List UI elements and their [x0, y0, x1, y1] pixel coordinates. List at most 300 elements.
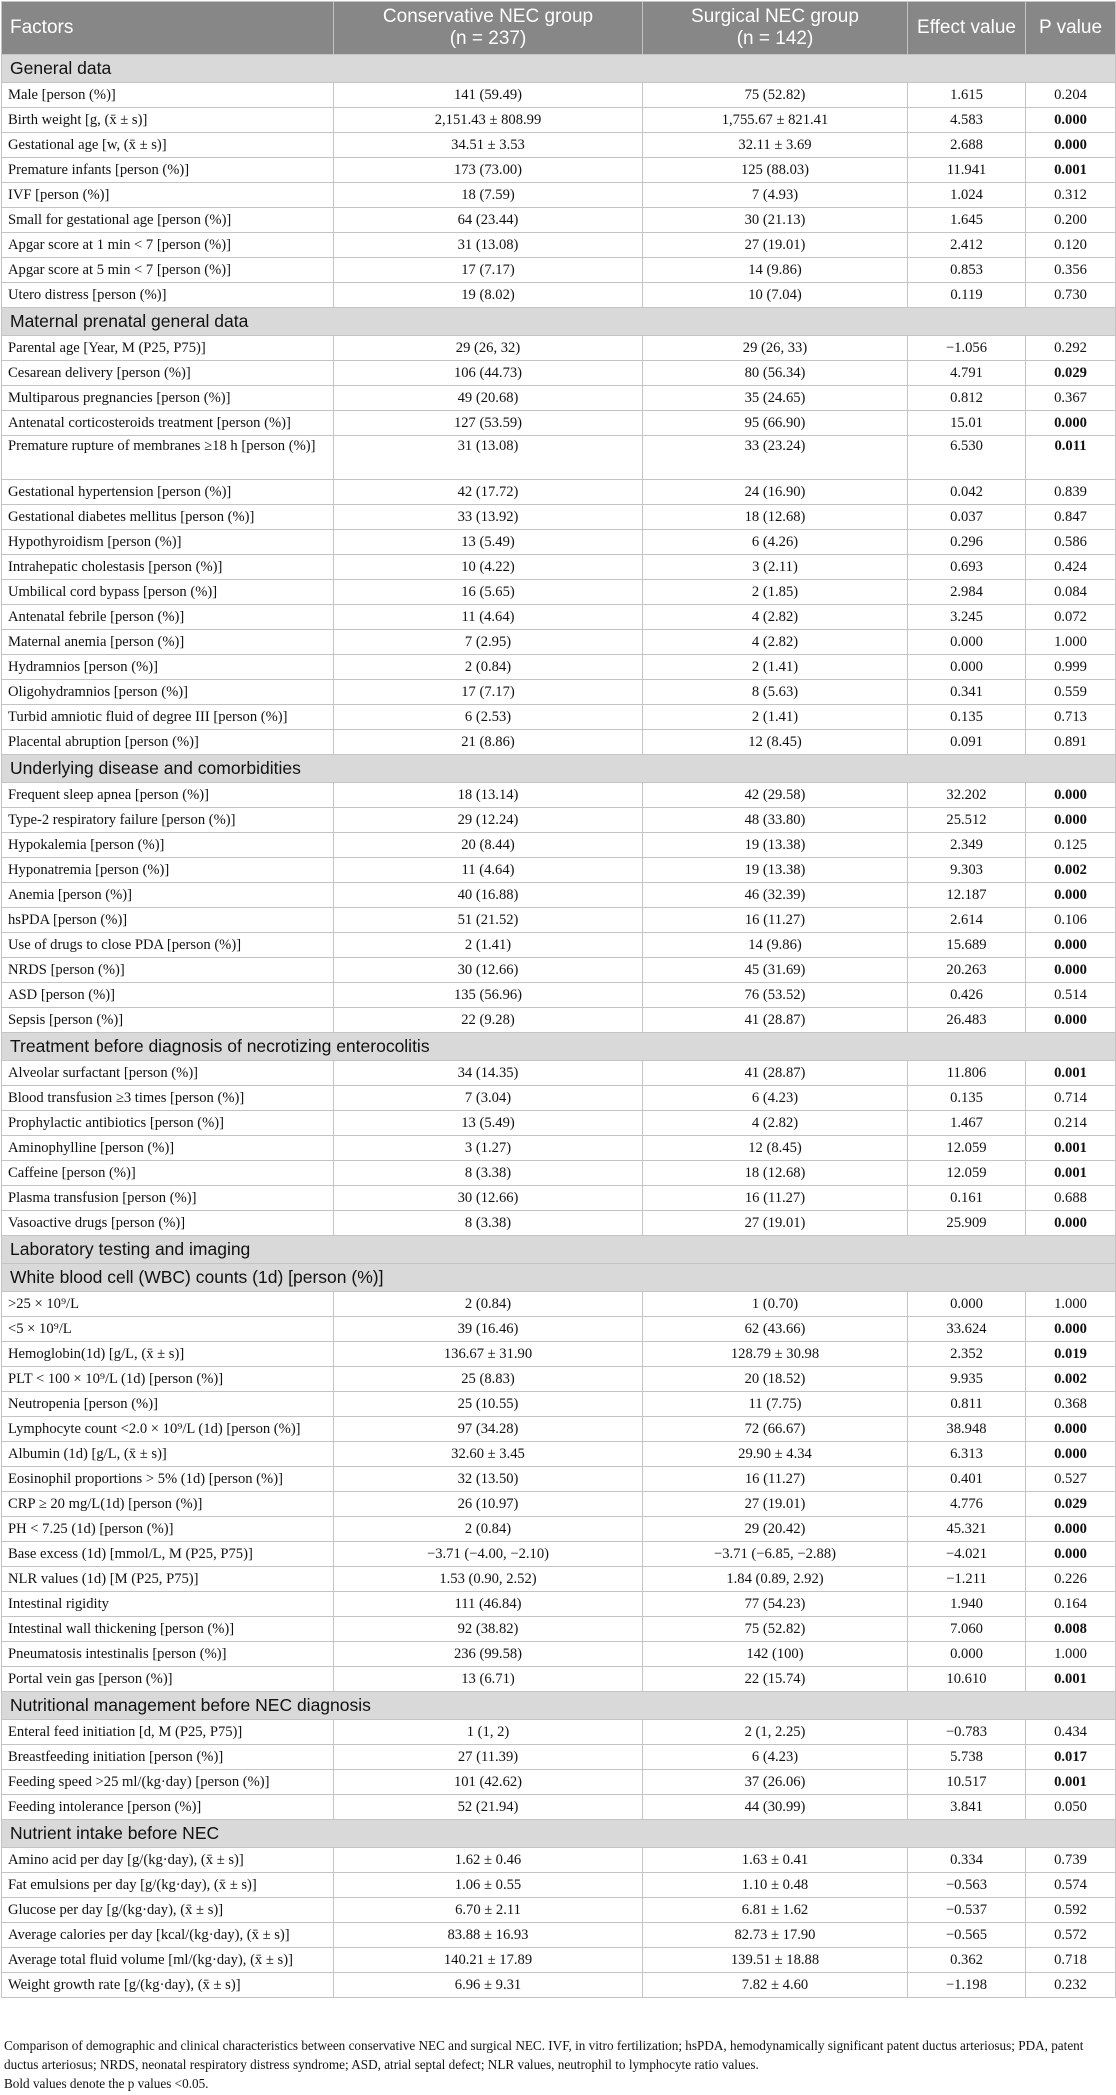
- factor-cell: Hemoglobin(1d) [g/L, (x̄ ± s)]: [2, 1342, 334, 1367]
- factor-cell: Cesarean delivery [person (%)]: [2, 361, 334, 386]
- effect-cell: 12.059: [908, 1161, 1026, 1186]
- surgical-cell: 16 (11.27): [643, 1467, 908, 1492]
- surgical-cell: 6 (4.23): [643, 1745, 908, 1770]
- table-row: [2, 1292, 1116, 1317]
- table-row: [2, 1211, 1116, 1236]
- effect-cell: 6.313: [908, 1442, 1026, 1467]
- conservative-cell: 13 (6.71): [334, 1667, 643, 1692]
- surgical-cell: 37 (26.06): [643, 1770, 908, 1795]
- p-value-cell: 1.000: [1026, 630, 1116, 655]
- section-title: Nutrient intake before NEC: [2, 1820, 1116, 1848]
- table-row: [2, 983, 1116, 1008]
- table-row: [2, 605, 1116, 630]
- conservative-cell: 25 (10.55): [334, 1392, 643, 1417]
- table-row: [2, 1417, 1116, 1442]
- section-row: [2, 1033, 1116, 1061]
- surgical-cell: 44 (30.99): [643, 1795, 908, 1820]
- factor-cell: Apgar score at 5 min < 7 [person (%)]: [2, 258, 334, 283]
- header-p-value: P value: [1026, 2, 1116, 55]
- header-surgical: Surgical NEC group (n = 142): [643, 2, 908, 55]
- header-conservative-n: (n = 237): [449, 28, 527, 49]
- effect-cell: 25.512: [908, 808, 1026, 833]
- surgical-cell: 6 (4.26): [643, 530, 908, 555]
- table-row: [2, 1467, 1116, 1492]
- factor-cell: Portal vein gas [person (%)]: [2, 1667, 334, 1692]
- p-value-cell: 0.688: [1026, 1186, 1116, 1211]
- surgical-cell: 35 (24.65): [643, 386, 908, 411]
- effect-cell: 10.610: [908, 1667, 1026, 1692]
- table-row: [2, 411, 1116, 436]
- effect-cell: −0.563: [908, 1873, 1026, 1898]
- conservative-cell: 3 (1.27): [334, 1136, 643, 1161]
- factor-cell: Placental abruption [person (%)]: [2, 730, 334, 755]
- factor-cell: Parental age [Year, M (P25, P75)]: [2, 336, 334, 361]
- table-row: [2, 883, 1116, 908]
- conservative-cell: 1.62 ± 0.46: [334, 1848, 643, 1873]
- p-value-cell: 0.050: [1026, 1795, 1116, 1820]
- table-row: [2, 1442, 1116, 1467]
- effect-cell: 25.909: [908, 1211, 1026, 1236]
- effect-cell: 9.303: [908, 858, 1026, 883]
- conservative-cell: 64 (23.44): [334, 208, 643, 233]
- conservative-cell: 141 (59.49): [334, 83, 643, 108]
- table-row: [2, 1186, 1116, 1211]
- factor-cell: Antenatal febrile [person (%)]: [2, 605, 334, 630]
- effect-cell: 6.530: [908, 436, 1026, 480]
- effect-cell: 0.811: [908, 1392, 1026, 1417]
- p-value-cell: 0.001: [1026, 1061, 1116, 1086]
- effect-cell: 7.060: [908, 1617, 1026, 1642]
- effect-cell: 0.135: [908, 705, 1026, 730]
- surgical-cell: 4 (2.82): [643, 630, 908, 655]
- table-row: [2, 1161, 1116, 1186]
- factor-cell: Use of drugs to close PDA [person (%)]: [2, 933, 334, 958]
- conservative-cell: 136.67 ± 31.90: [334, 1342, 643, 1367]
- factor-cell: Average calories per day [kcal/(kg·day), (x̄ ± s)]: [2, 1923, 334, 1948]
- effect-cell: 15.01: [908, 411, 1026, 436]
- p-value-cell: 0.084: [1026, 580, 1116, 605]
- surgical-cell: 4 (2.82): [643, 605, 908, 630]
- conservative-cell: 2 (0.84): [334, 655, 643, 680]
- conservative-cell: 92 (38.82): [334, 1617, 643, 1642]
- conservative-cell: 106 (44.73): [334, 361, 643, 386]
- surgical-cell: 19 (13.38): [643, 858, 908, 883]
- surgical-cell: 42 (29.58): [643, 783, 908, 808]
- table-row: [2, 158, 1116, 183]
- p-value-cell: 0.226: [1026, 1567, 1116, 1592]
- conservative-cell: 49 (20.68): [334, 386, 643, 411]
- effect-cell: 33.624: [908, 1317, 1026, 1342]
- effect-cell: 2.352: [908, 1342, 1026, 1367]
- table-row: [2, 580, 1116, 605]
- conservative-cell: 13 (5.49): [334, 530, 643, 555]
- factor-cell: Glucose per day [g/(kg·day), (x̄ ± s)]: [2, 1898, 334, 1923]
- table-row: [2, 933, 1116, 958]
- conservative-cell: 29 (12.24): [334, 808, 643, 833]
- conservative-cell: 32.60 ± 3.45: [334, 1442, 643, 1467]
- effect-cell: 0.000: [908, 655, 1026, 680]
- factor-cell: PLT < 100 × 10⁹/L (1d) [person (%)]: [2, 1367, 334, 1392]
- conservative-cell: 11 (4.64): [334, 858, 643, 883]
- table-row: [2, 1061, 1116, 1086]
- factor-cell: Base excess (1d) [mmol/L, M (P25, P75)]: [2, 1542, 334, 1567]
- surgical-cell: 24 (16.90): [643, 480, 908, 505]
- factor-cell: Albumin (1d) [g/L, (x̄ ± s)]: [2, 1442, 334, 1467]
- p-value-cell: 0.001: [1026, 1136, 1116, 1161]
- effect-cell: 10.517: [908, 1770, 1026, 1795]
- conservative-cell: 40 (16.88): [334, 883, 643, 908]
- surgical-cell: 33 (23.24): [643, 436, 908, 480]
- effect-cell: 2.349: [908, 833, 1026, 858]
- surgical-cell: 7 (4.93): [643, 183, 908, 208]
- p-value-cell: 0.001: [1026, 158, 1116, 183]
- table-row: [2, 530, 1116, 555]
- p-value-cell: 0.000: [1026, 1317, 1116, 1342]
- p-value-cell: 1.000: [1026, 1642, 1116, 1667]
- effect-cell: 0.334: [908, 1848, 1026, 1873]
- footnote-abbreviations: Comparison of demographic and clinical characteristics between conservative NEC and surgical NEC. IVF, in vitro fertilization; hsPDA, hemodynamically significant patent ductus arteriosus; PDA, patent ductus arteriosus; NRDS, neonatal respiratory distress syndrome; ASD, atrial septal defect; NLR values, neutrophil to lymphocyte ratio values.: [4, 2038, 1084, 2072]
- factor-cell: Weight growth rate [g/(kg·day), (x̄ ± s)]: [2, 1973, 334, 1998]
- table-row: [2, 1617, 1116, 1642]
- table-row: [2, 1923, 1116, 1948]
- table-row: [2, 1592, 1116, 1617]
- surgical-cell: 27 (19.01): [643, 233, 908, 258]
- factor-cell: hsPDA [person (%)]: [2, 908, 334, 933]
- table-row: [2, 858, 1116, 883]
- factor-cell: Intestinal rigidity: [2, 1592, 334, 1617]
- conservative-cell: 6.70 ± 2.11: [334, 1898, 643, 1923]
- p-value-cell: 0.356: [1026, 258, 1116, 283]
- surgical-cell: 32.11 ± 3.69: [643, 133, 908, 158]
- section-title: White blood cell (WBC) counts (1d) [person (%)]: [2, 1264, 1116, 1292]
- effect-cell: 4.583: [908, 108, 1026, 133]
- table-row: [2, 1367, 1116, 1392]
- header-effect: Effect value: [908, 2, 1026, 55]
- table-row: [2, 1392, 1116, 1417]
- surgical-cell: 7.82 ± 4.60: [643, 1973, 908, 1998]
- factor-cell: Gestational hypertension [person (%)]: [2, 480, 334, 505]
- factor-cell: Neutropenia [person (%)]: [2, 1392, 334, 1417]
- surgical-cell: 16 (11.27): [643, 1186, 908, 1211]
- table-row: [2, 808, 1116, 833]
- p-value-cell: 0.574: [1026, 1873, 1116, 1898]
- effect-cell: 11.806: [908, 1061, 1026, 1086]
- surgical-cell: 27 (19.01): [643, 1211, 908, 1236]
- effect-cell: 2.984: [908, 580, 1026, 605]
- surgical-cell: 6.81 ± 1.62: [643, 1898, 908, 1923]
- conservative-cell: 22 (9.28): [334, 1008, 643, 1033]
- table-row: [2, 1342, 1116, 1367]
- surgical-cell: 27 (19.01): [643, 1492, 908, 1517]
- section-row: [2, 1692, 1116, 1720]
- conservative-cell: 8 (3.38): [334, 1211, 643, 1236]
- effect-cell: 26.483: [908, 1008, 1026, 1033]
- surgical-cell: 10 (7.04): [643, 283, 908, 308]
- factor-cell: ASD [person (%)]: [2, 983, 334, 1008]
- surgical-cell: 4 (2.82): [643, 1111, 908, 1136]
- table-row: [2, 1848, 1116, 1873]
- conservative-cell: 173 (73.00): [334, 158, 643, 183]
- p-value-cell: 0.739: [1026, 1848, 1116, 1873]
- effect-cell: −0.537: [908, 1898, 1026, 1923]
- conservative-cell: 30 (12.66): [334, 1186, 643, 1211]
- p-value-cell: 0.017: [1026, 1745, 1116, 1770]
- effect-cell: 5.738: [908, 1745, 1026, 1770]
- effect-cell: 3.841: [908, 1795, 1026, 1820]
- p-value-cell: 0.367: [1026, 386, 1116, 411]
- effect-cell: 0.135: [908, 1086, 1026, 1111]
- conservative-cell: 39 (16.46): [334, 1317, 643, 1342]
- p-value-cell: 0.000: [1026, 1008, 1116, 1033]
- conservative-cell: 27 (11.39): [334, 1745, 643, 1770]
- table-row: [2, 1008, 1116, 1033]
- factor-cell: <5 × 10⁹/L: [2, 1317, 334, 1342]
- effect-cell: 2.412: [908, 233, 1026, 258]
- factor-cell: Multiparous pregnancies [person (%)]: [2, 386, 334, 411]
- section-row: [2, 1236, 1116, 1264]
- section-title: General data: [2, 55, 1116, 83]
- table-row: [2, 783, 1116, 808]
- conservative-cell: −3.71 (−4.00, −2.10): [334, 1542, 643, 1567]
- factor-cell: Amino acid per day [g/(kg·day), (x̄ ± s)]: [2, 1848, 334, 1873]
- factor-cell: Birth weight [g, (x̄ ± s)]: [2, 108, 334, 133]
- table-row: [2, 730, 1116, 755]
- surgical-cell: 72 (66.67): [643, 1417, 908, 1442]
- surgical-cell: 75 (52.82): [643, 83, 908, 108]
- p-value-cell: 0.999: [1026, 655, 1116, 680]
- section-row: [2, 308, 1116, 336]
- factor-cell: Breastfeeding initiation [person (%)]: [2, 1745, 334, 1770]
- effect-cell: 0.812: [908, 386, 1026, 411]
- conservative-cell: 18 (13.14): [334, 783, 643, 808]
- table-row: [2, 705, 1116, 730]
- conservative-cell: 236 (99.58): [334, 1642, 643, 1667]
- conservative-cell: 7 (2.95): [334, 630, 643, 655]
- table-row: [2, 283, 1116, 308]
- table-row: [2, 680, 1116, 705]
- conservative-cell: 2 (0.84): [334, 1517, 643, 1542]
- table-row: [2, 386, 1116, 411]
- p-value-cell: 0.000: [1026, 108, 1116, 133]
- effect-cell: −1.211: [908, 1567, 1026, 1592]
- conservative-cell: 17 (7.17): [334, 680, 643, 705]
- p-value-cell: 0.718: [1026, 1948, 1116, 1973]
- p-value-cell: 0.891: [1026, 730, 1116, 755]
- p-value-cell: 0.592: [1026, 1898, 1116, 1923]
- p-value-cell: 0.000: [1026, 958, 1116, 983]
- surgical-cell: 19 (13.38): [643, 833, 908, 858]
- footnote-bold-note: Bold values denote the p values <0.05.: [4, 2076, 209, 2091]
- factor-cell: Anemia [person (%)]: [2, 883, 334, 908]
- effect-cell: 20.263: [908, 958, 1026, 983]
- table-row: [2, 436, 1116, 480]
- surgical-cell: 29.90 ± 4.34: [643, 1442, 908, 1467]
- table-row: [2, 1973, 1116, 1998]
- surgical-cell: 1,755.67 ± 821.41: [643, 108, 908, 133]
- surgical-cell: 95 (66.90): [643, 411, 908, 436]
- surgical-cell: 30 (21.13): [643, 208, 908, 233]
- factor-cell: Maternal anemia [person (%)]: [2, 630, 334, 655]
- effect-cell: 11.941: [908, 158, 1026, 183]
- conservative-cell: 2 (0.84): [334, 1292, 643, 1317]
- p-value-cell: 0.200: [1026, 208, 1116, 233]
- conservative-cell: 32 (13.50): [334, 1467, 643, 1492]
- p-value-cell: 0.000: [1026, 883, 1116, 908]
- conservative-cell: 31 (13.08): [334, 233, 643, 258]
- factor-cell: Intestinal wall thickening [person (%)]: [2, 1617, 334, 1642]
- p-value-cell: 0.019: [1026, 1342, 1116, 1367]
- conservative-cell: 31 (13.08): [334, 436, 643, 480]
- table-footnotes: [4, 2036, 1112, 2093]
- surgical-cell: 6 (4.23): [643, 1086, 908, 1111]
- factor-cell: Utero distress [person (%)]: [2, 283, 334, 308]
- factor-cell: Premature infants [person (%)]: [2, 158, 334, 183]
- p-value-cell: 0.164: [1026, 1592, 1116, 1617]
- factor-cell: Frequent sleep apnea [person (%)]: [2, 783, 334, 808]
- p-value-cell: 0.000: [1026, 133, 1116, 158]
- table-row: [2, 1111, 1116, 1136]
- factor-cell: Hypokalemia [person (%)]: [2, 833, 334, 858]
- factor-cell: Type-2 respiratory failure [person (%)]: [2, 808, 334, 833]
- effect-cell: −1.056: [908, 336, 1026, 361]
- factor-cell: Premature rupture of membranes ≥18 h [person (%)]: [2, 436, 334, 480]
- p-value-cell: 0.000: [1026, 808, 1116, 833]
- p-value-cell: 0.008: [1026, 1617, 1116, 1642]
- table-row: [2, 183, 1116, 208]
- p-value-cell: 0.029: [1026, 1492, 1116, 1517]
- conservative-cell: 140.21 ± 17.89: [334, 1948, 643, 1973]
- effect-cell: 45.321: [908, 1517, 1026, 1542]
- factor-cell: Aminophylline [person (%)]: [2, 1136, 334, 1161]
- p-value-cell: 0.001: [1026, 1667, 1116, 1692]
- effect-cell: 1.615: [908, 83, 1026, 108]
- p-value-cell: 0.072: [1026, 605, 1116, 630]
- surgical-cell: 14 (9.86): [643, 933, 908, 958]
- surgical-cell: 18 (12.68): [643, 505, 908, 530]
- effect-cell: 0.341: [908, 680, 1026, 705]
- surgical-cell: 45 (31.69): [643, 958, 908, 983]
- p-value-cell: 0.839: [1026, 480, 1116, 505]
- factor-cell: Umbilical cord bypass [person (%)]: [2, 580, 334, 605]
- table-row: [2, 630, 1116, 655]
- conservative-cell: 1.53 (0.90, 2.52): [334, 1567, 643, 1592]
- surgical-cell: 46 (32.39): [643, 883, 908, 908]
- factor-cell: Hypothyroidism [person (%)]: [2, 530, 334, 555]
- p-value-cell: 0.029: [1026, 361, 1116, 386]
- surgical-cell: 1 (0.70): [643, 1292, 908, 1317]
- surgical-cell: 1.63 ± 0.41: [643, 1848, 908, 1873]
- p-value-cell: 0.232: [1026, 1973, 1116, 1998]
- effect-cell: −4.021: [908, 1542, 1026, 1567]
- table-row: [2, 1948, 1116, 1973]
- table-row: [2, 1567, 1116, 1592]
- effect-cell: 0.296: [908, 530, 1026, 555]
- conservative-cell: 20 (8.44): [334, 833, 643, 858]
- effect-cell: 12.187: [908, 883, 1026, 908]
- surgical-cell: 1.84 (0.89, 2.92): [643, 1567, 908, 1592]
- p-value-cell: 0.011: [1026, 436, 1116, 480]
- effect-cell: 0.000: [908, 630, 1026, 655]
- conservative-cell: 1 (1, 2): [334, 1720, 643, 1745]
- factor-cell: Prophylactic antibiotics [person (%)]: [2, 1111, 334, 1136]
- section-row: [2, 1264, 1116, 1292]
- factor-cell: Fat emulsions per day [g/(kg·day), (x̄ ± s)]: [2, 1873, 334, 1898]
- surgical-cell: 48 (33.80): [643, 808, 908, 833]
- table-row: [2, 1317, 1116, 1342]
- header-factors: Factors: [2, 2, 334, 55]
- table-row: [2, 1770, 1116, 1795]
- surgical-cell: 18 (12.68): [643, 1161, 908, 1186]
- effect-cell: 0.091: [908, 730, 1026, 755]
- effect-cell: 0.161: [908, 1186, 1026, 1211]
- effect-cell: −0.565: [908, 1923, 1026, 1948]
- p-value-cell: 0.000: [1026, 1542, 1116, 1567]
- table-row: [2, 1898, 1116, 1923]
- p-value-cell: 0.000: [1026, 1211, 1116, 1236]
- table-row: [2, 555, 1116, 580]
- effect-cell: 3.245: [908, 605, 1026, 630]
- effect-cell: 0.119: [908, 283, 1026, 308]
- surgical-cell: 2 (1.41): [643, 655, 908, 680]
- surgical-cell: 11 (7.75): [643, 1392, 908, 1417]
- effect-cell: 0.426: [908, 983, 1026, 1008]
- factor-cell: >25 × 10⁹/L: [2, 1292, 334, 1317]
- table-row: [2, 505, 1116, 530]
- effect-cell: 4.791: [908, 361, 1026, 386]
- factor-cell: Lymphocyte count <2.0 × 10⁹/L (1d) [person (%)]: [2, 1417, 334, 1442]
- p-value-cell: 0.312: [1026, 183, 1116, 208]
- p-value-cell: 0.559: [1026, 680, 1116, 705]
- effect-cell: 32.202: [908, 783, 1026, 808]
- p-value-cell: 0.106: [1026, 908, 1116, 933]
- surgical-cell: 76 (53.52): [643, 983, 908, 1008]
- table-row: [2, 1873, 1116, 1898]
- p-value-cell: 1.000: [1026, 1292, 1116, 1317]
- table-body: [2, 55, 1116, 1998]
- effect-cell: 0.042: [908, 480, 1026, 505]
- surgical-cell: 41 (28.87): [643, 1061, 908, 1086]
- effect-cell: 1.024: [908, 183, 1026, 208]
- factor-cell: Turbid amniotic fluid of degree III [person (%)]: [2, 705, 334, 730]
- section-title: Laboratory testing and imaging: [2, 1236, 1116, 1264]
- factor-cell: PH < 7.25 (1d) [person (%)]: [2, 1517, 334, 1542]
- p-value-cell: 0.514: [1026, 983, 1116, 1008]
- comparison-table: [1, 1, 1116, 1998]
- conservative-cell: 16 (5.65): [334, 580, 643, 605]
- factor-cell: Hydramnios [person (%)]: [2, 655, 334, 680]
- conservative-cell: 29 (26, 32): [334, 336, 643, 361]
- conservative-cell: 111 (46.84): [334, 1592, 643, 1617]
- effect-cell: −0.783: [908, 1720, 1026, 1745]
- surgical-cell: 82.73 ± 17.90: [643, 1923, 908, 1948]
- header-conservative: Conservative NEC group (n = 237): [334, 2, 643, 55]
- factor-cell: Oligohydramnios [person (%)]: [2, 680, 334, 705]
- factor-cell: Eosinophil proportions > 5% (1d) [person (%)]: [2, 1467, 334, 1492]
- p-value-cell: 0.002: [1026, 1367, 1116, 1392]
- table-row: [2, 908, 1116, 933]
- table-row: [2, 133, 1116, 158]
- effect-cell: 1.940: [908, 1592, 1026, 1617]
- p-value-cell: 0.713: [1026, 705, 1116, 730]
- surgical-cell: 12 (8.45): [643, 1136, 908, 1161]
- factor-cell: Enteral feed initiation [d, M (P25, P75)]: [2, 1720, 334, 1745]
- factor-cell: Blood transfusion ≥3 times [person (%)]: [2, 1086, 334, 1111]
- surgical-cell: 2 (1.41): [643, 705, 908, 730]
- p-value-cell: 0.714: [1026, 1086, 1116, 1111]
- section-row: [2, 55, 1116, 83]
- factor-cell: NRDS [person (%)]: [2, 958, 334, 983]
- section-title: Underlying disease and comorbidities: [2, 755, 1116, 783]
